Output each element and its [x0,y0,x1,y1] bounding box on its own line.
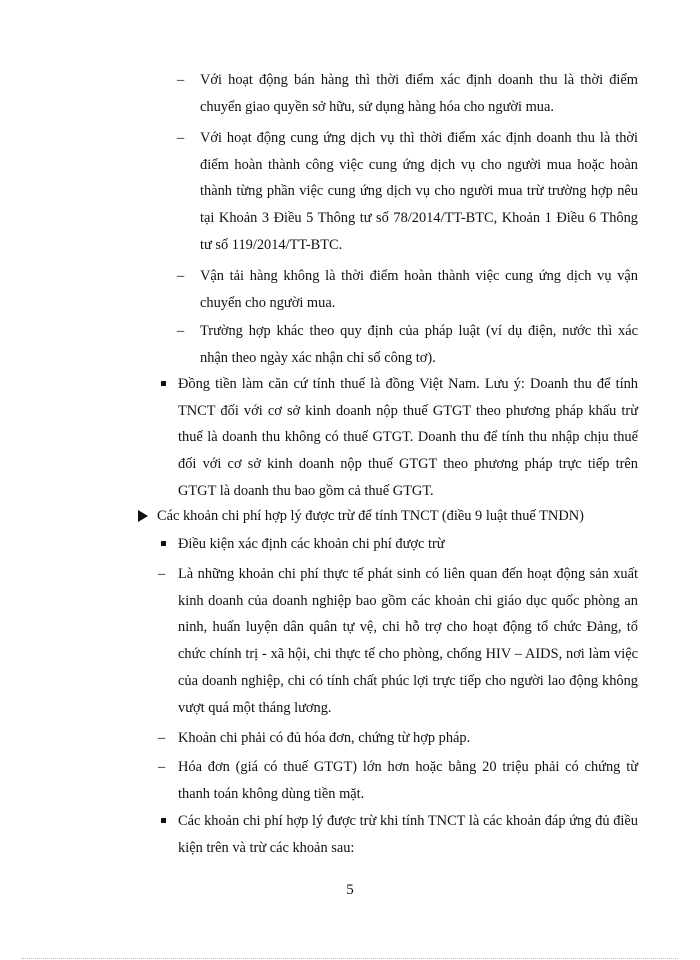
page-number: 5 [346,882,354,898]
paragraph: Trường hợp khác theo quy định của pháp luật (ví dụ điện, nước thì xác nhận theo ngày xác nhận chỉ số công tơ). [200,323,638,366]
square-bullet-icon [161,541,166,546]
arrow-bullet-icon [138,510,148,522]
dash-marker: – [177,323,185,339]
paragraph: Điều kiện xác định các khoản chi phí được trừ [178,536,445,552]
paragraph: Đồng tiền làm căn cứ tính thuế là đồng Việt Nam. Lưu ý: Doanh thu để tính TNCT đối với cơ sở kinh doanh nộp thuế GTGT theo phương pháp khấu trừ thuế là doanh thu không có thuế GTGT. Doanh thu để tính thu nhập chịu thuế đối với cơ sở kinh doanh nộp thuế GTGT theo phương pháp trực tiếp trên GTGT là doanh thu bao gồm cả thuế GTGT. [178,376,638,499]
paragraph: Với hoạt động bán hàng thì thời điểm xác định doanh thu là thời điểm chuyển giao quyền sở hữu, sử dụng hàng hóa cho người mua. [200,72,638,115]
dash-marker: – [158,759,166,775]
paragraph: Là những khoản chi phí thực tế phát sinh có liên quan đến hoạt động sản xuất kinh doanh của doanh nghiệp bao gồm các khoản chi giáo dục quốc phòng an ninh, huấn luyện dân quân tự vệ, chi hỗ trợ cho hoạt động tổ chức Đảng, tổ chức chính trị - xã hội, chi thực tế cho phòng, chống HIV – AIDS, nơi làm việc của doanh nghiệp, chi có tính chất phúc lợi trực tiếp cho người lao động không vượt quá một tháng lương. [178,566,638,716]
section-heading: Các khoản chi phí hợp lý được trừ để tính TNCT (điều 9 luật thuế TNDN) [157,508,584,524]
dash-marker: – [177,72,185,88]
dash-marker: – [177,268,185,284]
square-bullet-icon [161,818,166,823]
square-bullet-icon [161,381,166,386]
dash-marker: – [158,730,166,746]
paragraph: Vận tải hàng không là thời điểm hoàn thành việc cung ứng dịch vụ vận chuyển cho người mua. [200,268,638,311]
dash-marker: – [158,566,166,582]
paragraph: Với hoạt động cung ứng dịch vụ thì thời điểm xác định doanh thu là thời điểm hoàn thành công việc cung ứng dịch vụ cho người mua hoặc hoàn thành từng phần việc cung ứng dịch vụ cho người mua trừ trường hợp nêu tại Khoản 3 Điều 5 Thông tư số 78/2014/TT-BTC, Khoản 1 Điều 6 Thông tư số 119/2014/TT-BTC. [200,130,638,253]
paragraph: Hóa đơn (giá có thuế GTGT) lớn hơn hoặc bằng 20 triệu phải có chứng từ thanh toán không dùng tiền mặt. [178,759,638,802]
paragraph: Các khoản chi phí hợp lý được trừ khi tính TNCT là các khoản đáp ứng đủ điều kiện trên và trừ các khoản sau: [178,813,638,856]
page-bottom-divider [22,958,678,959]
paragraph: Khoản chi phải có đủ hóa đơn, chứng từ hợp pháp. [178,730,471,746]
dash-marker: – [177,130,185,146]
